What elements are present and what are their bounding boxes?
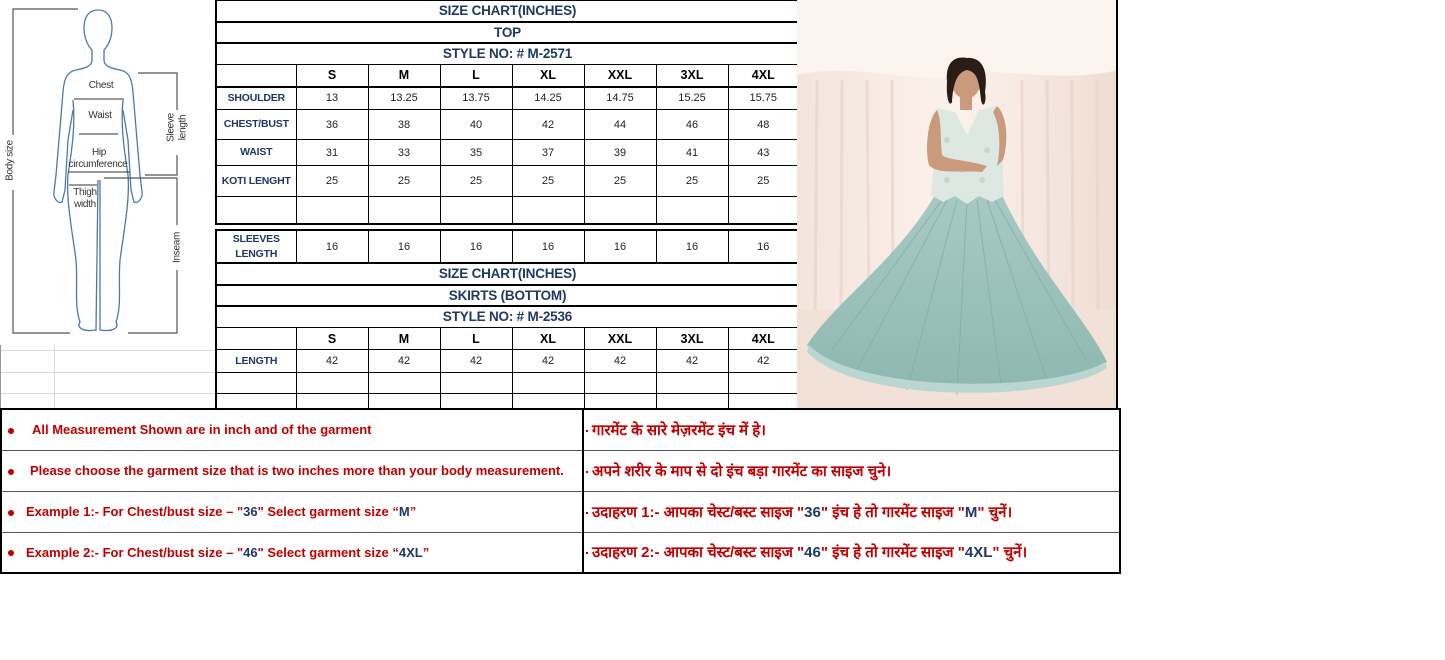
cell-value: 33: [368, 140, 440, 166]
thigh-label: Thigh: [73, 187, 97, 198]
example-size-value: 4XL: [398, 544, 423, 560]
size-header: S: [296, 328, 368, 350]
size-header: L: [440, 65, 512, 87]
cell-value: 25: [728, 166, 799, 197]
cell-value: 16: [440, 230, 512, 263]
table-row: [216, 230, 799, 263]
size-header: 4XL: [728, 65, 799, 87]
inseam-label: Inseam: [171, 232, 183, 263]
bullet-icon: [8, 469, 14, 475]
skirt-size-chart: [215, 262, 800, 409]
note-hindi: [583, 409, 1120, 450]
note-english: Example 2:- For Chest/bust size – "46" Select garment size “4XL”: [1, 532, 583, 573]
size-header: L: [440, 328, 512, 350]
product-photo: [797, 0, 1118, 408]
note-row: [1, 450, 1120, 491]
note-text: गारमेंट के सारे मेज़रमेंट इंच में हे।: [592, 421, 766, 439]
cell-value: 42: [296, 350, 368, 373]
sheet-gridline: [0, 350, 215, 351]
sleeves-label-line1: SLEEVES: [232, 232, 280, 245]
model-photo-illustration: [797, 0, 1118, 408]
cell-value: 42: [656, 350, 728, 373]
size-header: 3XL: [656, 328, 728, 350]
note-text: All Measurement Shown are in inch and of the garment: [32, 422, 372, 438]
table-row: [216, 87, 799, 110]
sleeve-label: Sleeve: [165, 113, 177, 142]
bullet-icon: [8, 510, 14, 516]
cell-value: 37: [512, 140, 584, 166]
note-hindi: [583, 450, 1120, 491]
cell-value: 13: [296, 87, 368, 110]
cell-value: 42: [512, 110, 584, 140]
note-row: [1, 532, 1120, 573]
body-measurement-diagram: [0, 0, 214, 345]
top-size-chart: [215, 0, 800, 225]
chart-title: SIZE CHART(INCHES): [216, 1, 799, 22]
cell-value: 39: [584, 140, 656, 166]
body-outline-icon: [0, 0, 214, 345]
cell-value: 41: [656, 140, 728, 166]
note-row: [1, 491, 1120, 532]
header-blank: [216, 328, 296, 350]
size-header: XL: [512, 328, 584, 350]
cell-value: 16: [656, 230, 728, 263]
cell-value: 15.25: [656, 87, 728, 110]
header-blank: [216, 65, 296, 87]
cell-value: 25: [368, 166, 440, 197]
sheet-gridline: [54, 345, 55, 408]
cell-value: 38: [368, 110, 440, 140]
cell-value: 16: [368, 230, 440, 263]
size-header: S: [296, 65, 368, 87]
cell-value: 16: [296, 230, 368, 263]
size-header: M: [368, 328, 440, 350]
cell-value: 14.75: [584, 87, 656, 110]
bullet-icon: [586, 552, 588, 554]
note-row: [1, 409, 1120, 450]
chart-subtitle: TOP: [216, 22, 799, 43]
notes-table: [0, 408, 1121, 574]
sleeve-length-label: length: [177, 114, 189, 141]
sheet-gridline: [0, 372, 215, 373]
size-header: XL: [512, 65, 584, 87]
cell-value: 35: [440, 140, 512, 166]
note-text: अपने शरीर के माप से दो इंच बड़ा गारमेंट का साइज चुने।: [592, 462, 892, 480]
note-text: Please choose the garment size that is two inches more than your body measurement.: [30, 463, 564, 478]
row-label: WAIST: [216, 140, 296, 166]
cell-value: 25: [584, 166, 656, 197]
cell-value: 25: [512, 166, 584, 197]
cell-value: 16: [584, 230, 656, 263]
table-row: [216, 166, 799, 197]
table-row: [216, 140, 799, 166]
cell-value: 48: [728, 110, 799, 140]
note-hindi: उदाहरण 1:- आपका चेस्ट/बस्ट साइज "36" इंच हे तो गारमेंट साइज "M" चुनें।: [583, 491, 1120, 532]
cell-value: 16: [512, 230, 584, 263]
example-chest-value: 46: [804, 544, 821, 562]
cell-value: 31: [296, 140, 368, 166]
cell-value: 42: [440, 350, 512, 373]
sleeves-length-table: [215, 229, 800, 264]
example-chest-value: 46: [243, 544, 258, 560]
row-label: KOTI LENGHT: [216, 166, 296, 197]
bullet-icon: [586, 512, 588, 514]
size-header-row: [216, 65, 799, 87]
table-row: [216, 350, 799, 373]
cell-value: 13.75: [440, 87, 512, 110]
cell-value: 14.25: [512, 87, 584, 110]
size-header: XXL: [584, 65, 656, 87]
note-english: Example 1:- For Chest/bust size – "36" Select garment size “M”: [1, 491, 583, 532]
note-english: [1, 409, 583, 450]
cell-value: 42: [728, 350, 799, 373]
example-size-value: M: [398, 504, 410, 519]
cell-value: 36: [296, 110, 368, 140]
cell-value: 43: [728, 140, 799, 166]
bullet-icon: [8, 550, 14, 556]
thigh-width-label: width: [74, 199, 96, 210]
waist-label: Waist: [88, 110, 112, 121]
cell-value: 25: [656, 166, 728, 197]
cell-value: 16: [728, 230, 799, 263]
notes-section: [0, 408, 1119, 574]
empty-row: [216, 394, 799, 409]
hip-label: Hip: [91, 147, 107, 158]
cell-value: 25: [296, 166, 368, 197]
example-size-value: 4XL: [964, 544, 993, 562]
row-label: CHEST/BUST: [216, 110, 296, 140]
size-header: XXL: [584, 328, 656, 350]
example-chest-value: 36: [804, 503, 821, 521]
sleeves-label-line2: LENGTH: [235, 247, 278, 260]
note-english: [1, 450, 583, 491]
note-hindi: उदाहरण 2:- आपका चेस्ट/बस्ट साइज "46" इंच हे तो गारमेंट साइज "4XL" चुनें।: [583, 532, 1120, 573]
chart-subtitle: SKIRTS (BOTTOM): [216, 285, 799, 306]
cell-value: 25: [440, 166, 512, 197]
style-number: STYLE NO: # M-2571: [216, 43, 799, 65]
row-label: SHOULDER: [216, 87, 296, 110]
cell-value: 15.75: [728, 87, 799, 110]
empty-row: [216, 373, 799, 394]
cell-value: 42: [368, 350, 440, 373]
example-chest-value: 36: [243, 504, 258, 519]
size-header: 4XL: [728, 328, 799, 350]
example-size-value: M: [964, 503, 978, 521]
cell-value: 46: [656, 110, 728, 140]
size-header: 3XL: [656, 65, 728, 87]
empty-row: [216, 197, 799, 224]
cell-value: 40: [440, 110, 512, 140]
chart-title: SIZE CHART(INCHES): [216, 263, 799, 285]
sheet-gridline: [0, 393, 215, 394]
row-label: LENGTH: [216, 350, 296, 373]
body-size-label: Body size: [4, 140, 16, 181]
size-header: M: [368, 65, 440, 87]
cell-value: 42: [584, 350, 656, 373]
table-row: [216, 110, 799, 140]
hip-circumference-label: circumference: [68, 159, 128, 170]
size-header-row: [216, 328, 799, 350]
cell-value: 42: [512, 350, 584, 373]
chest-label: Chest: [88, 80, 114, 91]
row-label: [216, 230, 296, 263]
bullet-icon: [586, 471, 588, 473]
cell-value: 44: [584, 110, 656, 140]
style-number: STYLE NO: # M-2536: [216, 306, 799, 328]
bullet-icon: [8, 428, 14, 434]
cell-value: 13.25: [368, 87, 440, 110]
bullet-icon: [586, 430, 588, 432]
